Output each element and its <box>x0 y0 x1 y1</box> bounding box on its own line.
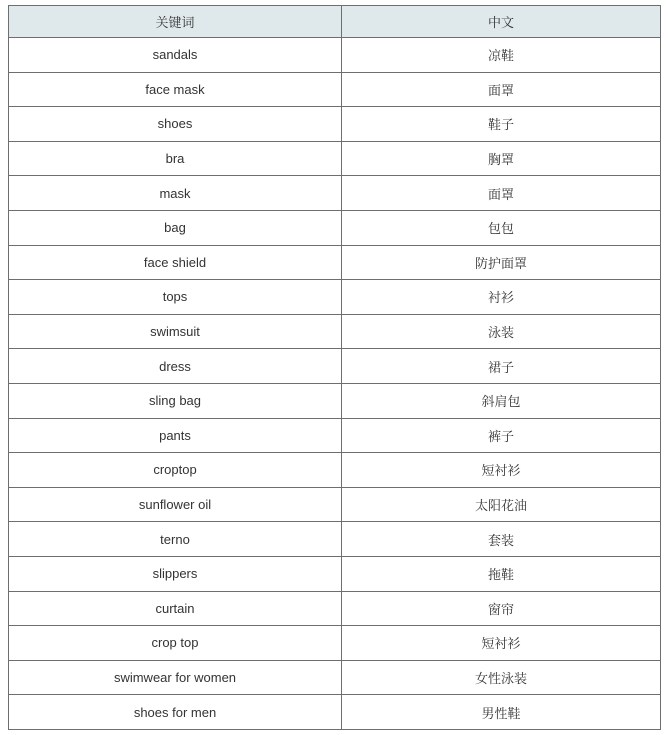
keyword-cell: face mask <box>9 72 342 107</box>
table-row <box>9 660 661 695</box>
keyword-cell: curtain <box>9 591 342 626</box>
keyword-cell: dress <box>9 349 342 384</box>
keyword-translation-table <box>8 5 661 730</box>
table-row <box>9 107 661 142</box>
chinese-cell: 拖鞋 <box>342 556 661 591</box>
table-row <box>9 695 661 730</box>
column-header-chinese: 中文 <box>342 6 661 38</box>
table-row <box>9 487 661 522</box>
table-row <box>9 245 661 280</box>
chinese-cell: 短衬衫 <box>342 453 661 488</box>
table-body <box>9 38 661 730</box>
keyword-cell: bra <box>9 141 342 176</box>
table-row <box>9 383 661 418</box>
keyword-cell: crop top <box>9 626 342 661</box>
table-row <box>9 72 661 107</box>
keyword-cell: sandals <box>9 38 342 73</box>
chinese-cell: 面罩 <box>342 176 661 211</box>
column-header-keyword: 关键词 <box>9 6 342 38</box>
table-row <box>9 176 661 211</box>
table-row <box>9 453 661 488</box>
table-header-row <box>9 6 661 38</box>
keyword-cell: croptop <box>9 453 342 488</box>
chinese-cell: 面罩 <box>342 72 661 107</box>
keyword-table-container <box>8 5 660 730</box>
keyword-cell: pants <box>9 418 342 453</box>
chinese-cell: 女性泳装 <box>342 660 661 695</box>
keyword-cell: terno <box>9 522 342 557</box>
chinese-cell: 胸罩 <box>342 141 661 176</box>
chinese-cell: 衬衫 <box>342 280 661 315</box>
keyword-cell: slippers <box>9 556 342 591</box>
table-row <box>9 349 661 384</box>
keyword-cell: face shield <box>9 245 342 280</box>
keyword-cell: bag <box>9 210 342 245</box>
chinese-cell: 套装 <box>342 522 661 557</box>
keyword-cell: sling bag <box>9 383 342 418</box>
table-row <box>9 141 661 176</box>
chinese-cell: 男性鞋 <box>342 695 661 730</box>
chinese-cell: 鞋子 <box>342 107 661 142</box>
table-row <box>9 522 661 557</box>
chinese-cell: 泳装 <box>342 314 661 349</box>
chinese-cell: 凉鞋 <box>342 38 661 73</box>
table-row <box>9 314 661 349</box>
chinese-cell: 窗帘 <box>342 591 661 626</box>
keyword-cell: shoes for men <box>9 695 342 730</box>
chinese-cell: 短衬衫 <box>342 626 661 661</box>
table-row <box>9 418 661 453</box>
chinese-cell: 裤子 <box>342 418 661 453</box>
table-row <box>9 591 661 626</box>
table-row <box>9 210 661 245</box>
chinese-cell: 裙子 <box>342 349 661 384</box>
keyword-cell: mask <box>9 176 342 211</box>
chinese-cell: 防护面罩 <box>342 245 661 280</box>
keyword-cell: swimsuit <box>9 314 342 349</box>
keyword-cell: shoes <box>9 107 342 142</box>
chinese-cell: 斜肩包 <box>342 383 661 418</box>
keyword-cell: swimwear for women <box>9 660 342 695</box>
keyword-cell: tops <box>9 280 342 315</box>
table-row <box>9 626 661 661</box>
chinese-cell: 包包 <box>342 210 661 245</box>
table-row <box>9 280 661 315</box>
table-row <box>9 556 661 591</box>
table-row <box>9 38 661 73</box>
chinese-cell: 太阳花油 <box>342 487 661 522</box>
keyword-cell: sunflower oil <box>9 487 342 522</box>
